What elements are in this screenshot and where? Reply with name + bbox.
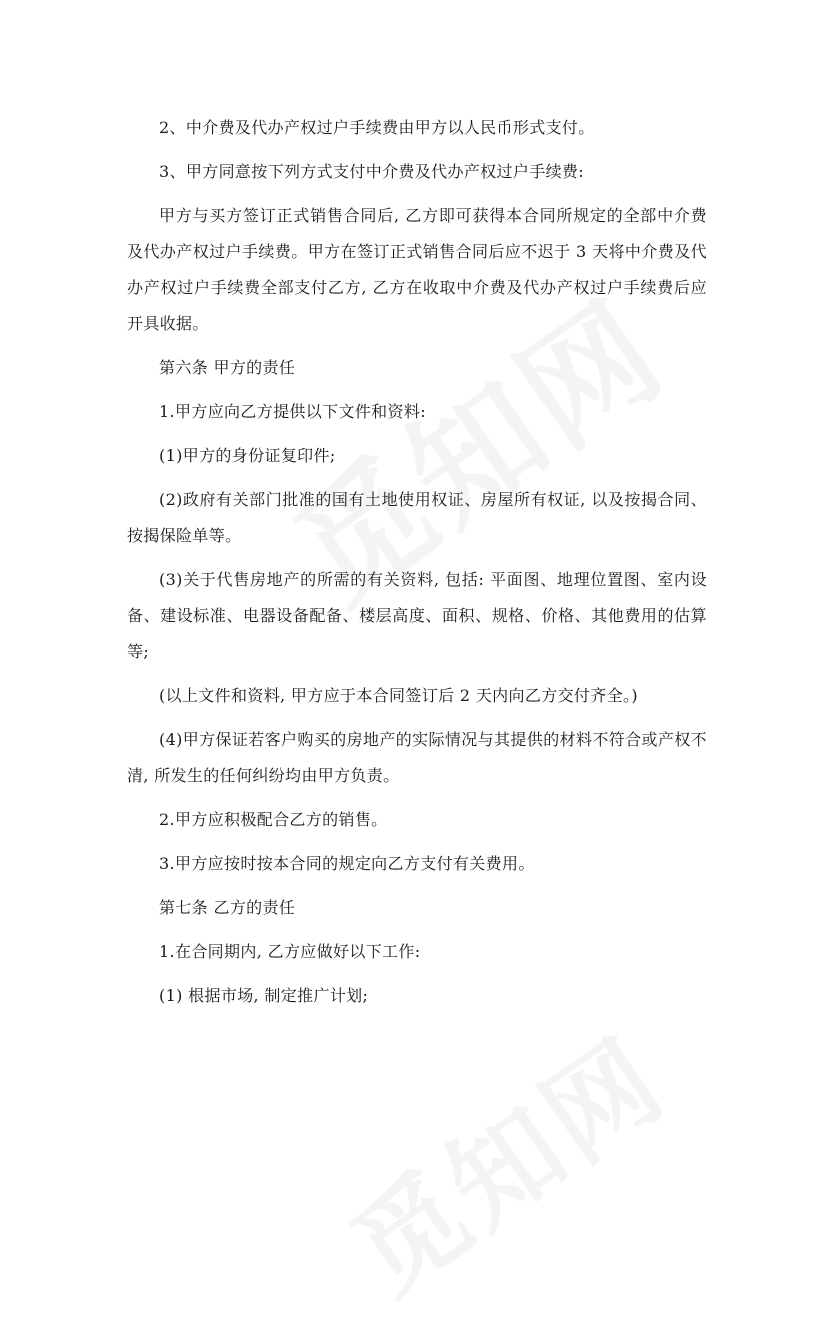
paragraph-property-materials: (3)关于代售房地产的所需的有关资料, 包括: 平面图、地理位置图、室内设备、建设标准、电器设备配备、楼层高度、面积、规格、价格、其他费用的估算等; <box>127 570 707 661</box>
paragraph-fee-payment-currency: 2、中介费及代办产权过户手续费由甲方以人民币形式支付。 <box>159 118 595 137</box>
section-heading-article-7: 第七条 乙方的责任 <box>159 898 296 917</box>
paragraph-party-a-documents: 1.甲方应向乙方提供以下文件和资料: <box>159 402 426 421</box>
watermark-bottom <box>316 994 692 1323</box>
paragraph-id-copy: (1)甲方的身份证复印件; <box>159 446 336 465</box>
paragraph-pay-fees: 3.甲方应按时按本合同的规定向乙方支付有关费用。 <box>159 854 535 873</box>
paragraph-fee-payment-method: 3、甲方同意按下列方式支付中介费及代办产权过户手续费: <box>159 162 585 181</box>
paragraph-cooperate-sales: 2.甲方应积极配合乙方的销售。 <box>159 810 388 829</box>
paragraph-disputes: (4)甲方保证若客户购买的房地产的实际情况与其提供的材料不符合或产权不清, 所发生的任何纠纷均由甲方负责。 <box>127 730 707 785</box>
paragraph-party-b-work: 1.在合同期内, 乙方应做好以下工作: <box>159 942 421 961</box>
section-heading-article-6: 第六条 甲方的责任 <box>159 358 296 377</box>
paragraph-promotion-plan: (1) 根据市场, 制定推广计划; <box>159 986 369 1005</box>
paragraph-delivery-deadline: (以上文件和资料, 甲方应于本合同签订后 2 天内向乙方交付齐全。) <box>159 686 638 705</box>
document-body <box>127 110 707 1022</box>
paragraph-fee-payment-terms: 甲方与买方签订正式销售合同后, 乙方即可获得本合同所规定的全部中介费及代办产权过户手续费。甲方在签订正式销售合同后应不迟于 3 天将中介费及代办产权过户手续费全部支付乙方, 乙方在收取中介费及代办产权过户手续费后应开具收据。 <box>127 206 707 333</box>
paragraph-certificates: (2)政府有关部门批准的国有土地使用权证、房屋所有权证, 以及按揭合同、按揭保险单等。 <box>127 490 707 545</box>
